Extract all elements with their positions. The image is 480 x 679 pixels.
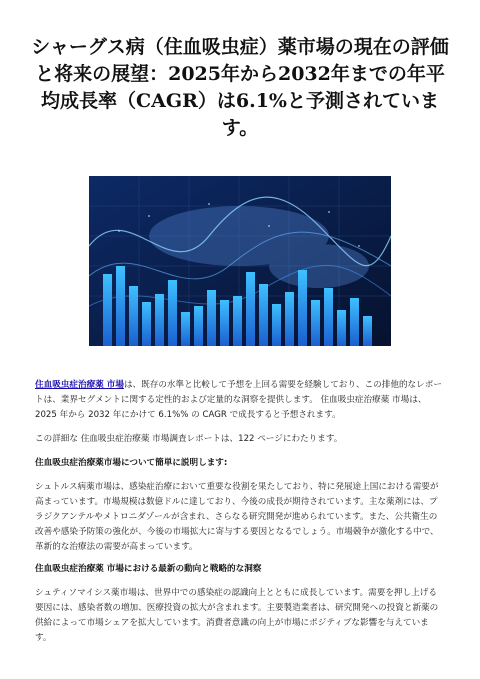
page-title: シャーグス病（住血吸虫症）薬市場の現在の評価と将来の展望：2025年から2032年までの年平均成長率（CAGR）は6.1%と予測されています。 (31, 36, 449, 139)
market-link[interactable]: 住血吸虫症治療薬 市場 (35, 380, 124, 390)
overview-paragraph: シュトルス病薬市場は、感染症治療において重要な役割を果たしており、特に発展途上国における需要が高まっています。市場規模は数億ドルに達しており、今後の成長が期待されています。主な薬剤には、プラジクアンテルやメトロニダゾールが含まれ、さらなる研究開発が進められています。また、公共衛生の改善や感染予防策の強化が、今後の市場拡大に寄与する要因となるでしょう。市場競争が激化する中で、革新的な治療法の需要が高まっています。 (35, 482, 439, 552)
market-chart-illustration (89, 176, 391, 346)
pages-paragraph: この詳細な 住血吸虫症治療薬 市場調査レポートは、122 ページにわたります。 (35, 434, 343, 444)
intro-paragraph (35, 378, 445, 423)
intro-text: は、既存の水準と比較して予想を上回る需要を経験しており、この排他的なレポートは、業界セグメントに関する定性的および定量的な洞察を提供します。 住血吸虫症治療薬 市場は、2025 年から 2032 年にかけて 6.1%% の CAGR で成長すると予想されます。 (35, 380, 442, 420)
section-heading-overview: 住血吸虫症治療薬市場について簡単に説明します: (35, 458, 228, 468)
section-heading-trends: 住血吸虫症治療薬 市場における最新の動向と戦略的な洞察 (35, 564, 262, 574)
trends-paragraph: シュティソマイシス薬市場は、世界中での感染症の認識向上とともに成長しています。需要を押し上げる要因には、感染者数の増加、医療投資の拡大が含まれます。主要製造業者は、研究開発への投資と新薬の供給によって市場シェアを拡大しています。消費者意識の向上が市場にポジティブな影響を与えています。 (35, 588, 439, 643)
